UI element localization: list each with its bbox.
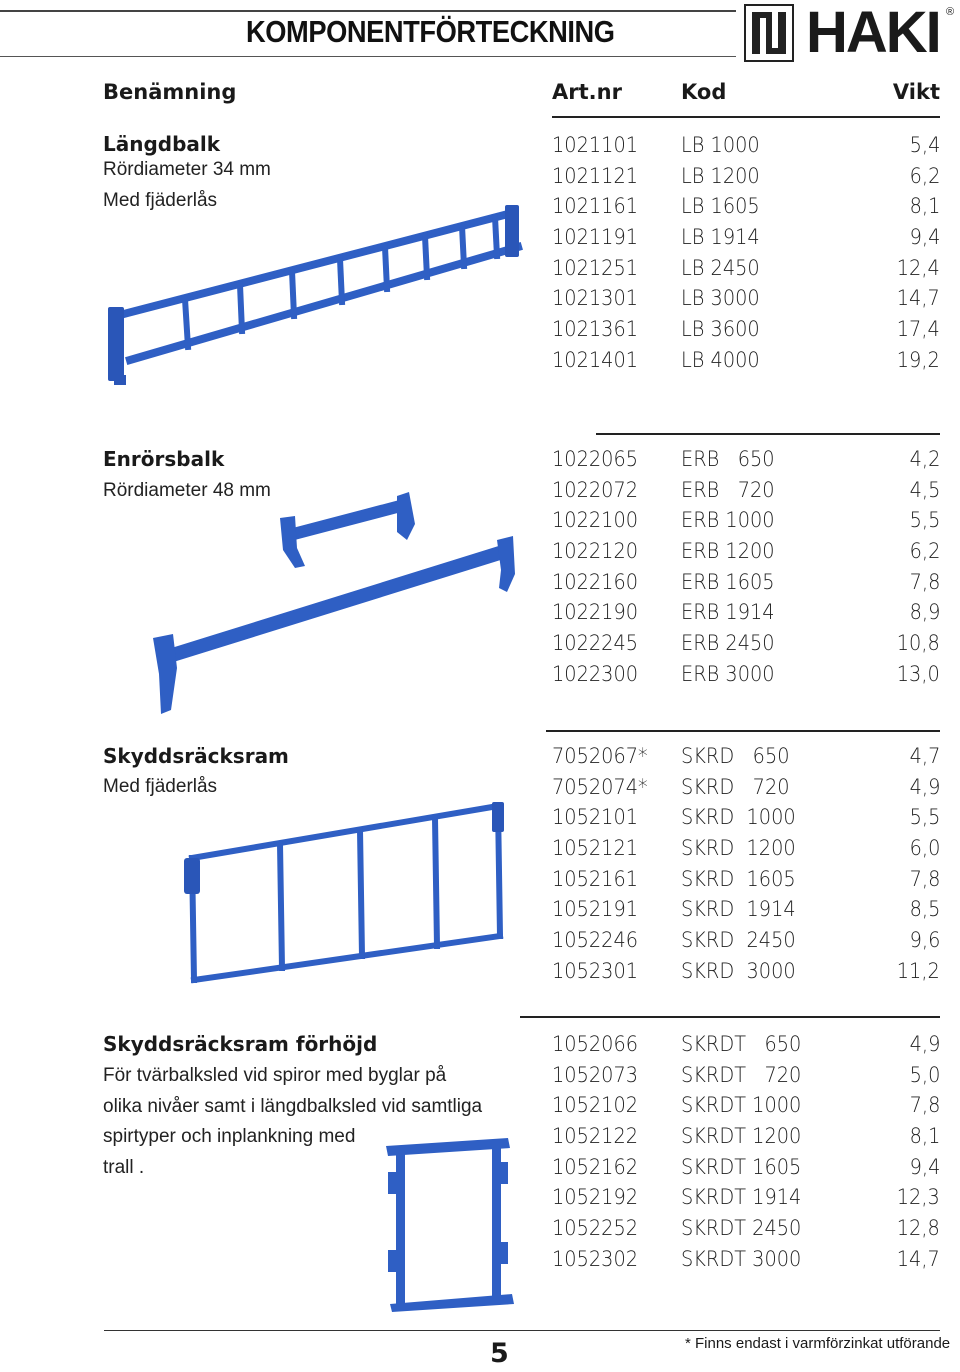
art-nr: 1021101 [552, 133, 639, 157]
art-nr: 7052074* [552, 774, 648, 799]
desc-line: För tvärbalksled vid spiror med byglar på [103, 1065, 447, 1086]
header-top-rule [0, 10, 736, 12]
kod: ERB 2450 [681, 631, 775, 656]
art-nr: 1052246 [552, 928, 639, 953]
art-nr: 1021361 [552, 317, 639, 342]
art-nr: 1052301 [552, 958, 639, 983]
kod: ERB 1000 [681, 508, 775, 533]
kod: LB 4000 [681, 347, 760, 372]
vikt: 4,9 [909, 774, 940, 799]
vikt: 17,4 [896, 317, 940, 342]
kod: SKRD 3000 [681, 958, 796, 983]
table-row [0, 444, 960, 475]
kod: SKRDT 2450 [681, 1216, 802, 1241]
skyddsracksram-forhojd-illustration [380, 1132, 530, 1314]
vikt: 5,4 [909, 133, 940, 157]
kod: SKRDT 650 [681, 1032, 802, 1056]
art-nr: 7052067* [552, 744, 648, 768]
haki-logo-mark [744, 4, 794, 62]
art-nr: 1022100 [552, 508, 639, 533]
vikt: 9,6 [909, 928, 940, 953]
kod: ERB 1605 [681, 569, 775, 594]
vikt: 7,8 [909, 866, 940, 891]
art-nr: 1052066 [552, 1032, 639, 1056]
vikt: 4,5 [909, 477, 940, 502]
kod: ERB 1200 [681, 539, 775, 564]
art-nr: 1052191 [552, 897, 639, 922]
art-nr: 1022190 [552, 600, 639, 625]
art-nr: 1052192 [552, 1185, 639, 1210]
art-nr: 1022072 [552, 477, 639, 502]
kod: ERB 720 [681, 477, 775, 502]
art-nr: 1052102 [552, 1093, 639, 1118]
kod: SKRD 1914 [681, 897, 796, 922]
art-nr: 1052302 [552, 1246, 639, 1271]
desc-line: olika nivåer samt i längdbalksled vid samtliga [103, 1095, 483, 1117]
kod: SKRDT 720 [681, 1062, 802, 1087]
footer-rule [104, 1330, 940, 1331]
kod: SKRDT 1605 [681, 1154, 802, 1179]
vikt: 9,4 [909, 225, 940, 250]
desc-line: spirtyper och inplankning med [103, 1126, 356, 1148]
table-row [0, 130, 960, 161]
art-nr: 1022065 [552, 447, 639, 471]
art-nr: 1021121 [552, 163, 639, 188]
art-nr: 1021161 [552, 194, 639, 219]
kod: LB 3600 [681, 317, 760, 342]
art-nr: 1022120 [552, 539, 639, 564]
kod: ERB 1914 [681, 600, 775, 625]
vikt: 5,5 [909, 508, 940, 533]
art-nr: 1052252 [552, 1216, 639, 1241]
vikt: 6,2 [909, 539, 940, 564]
art-nr: 1052121 [552, 836, 639, 861]
vikt: 12,4 [896, 255, 940, 280]
langdbalk-illustration [100, 195, 530, 395]
footnote: * Finns endast i varmförzinkat utförande [685, 1335, 951, 1352]
desc-line: Rördiameter 34 mm [103, 159, 271, 180]
kod: SKRDT 1200 [681, 1124, 802, 1149]
kod: ERB 650 [681, 447, 775, 471]
column-header-vikt: Vikt [892, 80, 940, 104]
kod: SKRD 1605 [681, 866, 796, 891]
column-header-kod: Kod [681, 80, 727, 104]
skyddsracksram-illustration [180, 798, 510, 998]
section-title-langdbalk: Längdbalk [103, 132, 221, 156]
page-title: KOMPONENTFÖRTECKNING [246, 14, 615, 49]
vikt: 7,8 [909, 1093, 940, 1118]
desc-line: Med fjäderlås [103, 189, 218, 211]
art-nr: 1022245 [552, 631, 639, 656]
vikt: 4,9 [909, 1032, 940, 1056]
vikt: 19,2 [896, 347, 940, 372]
section-title-skyddsracksram-forhojd: Skyddsräcksram förhöjd [103, 1032, 378, 1056]
kod: SKRD 650 [681, 744, 790, 768]
kod: LB 1914 [681, 225, 760, 250]
vikt: 4,2 [909, 447, 940, 471]
kod: SKRD 1200 [681, 836, 796, 861]
kod: SKRD 1000 [681, 805, 796, 830]
vikt: 8,9 [909, 600, 940, 625]
vikt: 14,7 [896, 286, 940, 311]
kod: LB 3000 [681, 286, 760, 311]
vikt: 13,0 [896, 661, 940, 686]
desc-line: Med fjäderlås [103, 776, 218, 797]
art-nr: 1052101 [552, 805, 639, 830]
art-nr: 1022300 [552, 661, 639, 686]
vikt: 10,8 [896, 631, 940, 656]
logo-mark-icon [746, 6, 792, 60]
section-rule [596, 433, 940, 435]
kod: ERB 3000 [681, 661, 775, 686]
vikt: 8,1 [909, 1124, 940, 1149]
section-title-enrorsbalk: Enrörsbalk [103, 447, 225, 471]
art-nr: 1052122 [552, 1124, 639, 1149]
vikt: 6,2 [909, 163, 940, 188]
art-nr: 1052161 [552, 866, 639, 891]
column-header-name: Benämning [103, 80, 237, 104]
vikt: 8,5 [909, 897, 940, 922]
column-header-art: Art.nr [552, 80, 622, 104]
section-rule [520, 1016, 940, 1018]
table-row [0, 1090, 960, 1121]
art-nr: 1052162 [552, 1154, 639, 1179]
desc-line: Rördiameter 48 mm [103, 480, 271, 501]
vikt: 6,0 [909, 836, 940, 861]
table-row [0, 1060, 960, 1091]
kod: SKRD 2450 [681, 928, 796, 953]
vikt: 11,2 [896, 958, 940, 983]
art-nr: 1021251 [552, 255, 639, 280]
enrorsbalk-illustration [145, 488, 525, 720]
logo-wordmark: HAKI [806, 0, 940, 65]
kod: LB 1605 [681, 194, 760, 219]
page-number: 5 [490, 1338, 509, 1369]
kod: LB 1200 [681, 163, 760, 188]
vikt: 12,3 [896, 1185, 940, 1210]
kod: LB 1000 [681, 133, 760, 157]
kod: SKRDT 1914 [681, 1185, 802, 1210]
table-row [0, 741, 960, 772]
kod: SKRDT 1000 [681, 1093, 802, 1118]
table-row [0, 1029, 960, 1060]
art-nr: 1021301 [552, 286, 639, 311]
header-bottom-rule [0, 56, 736, 57]
section-rule [546, 730, 940, 732]
section-title-skyddsracksram: Skyddsräcksram [103, 744, 289, 768]
art-nr: 1052073 [552, 1062, 639, 1087]
section-rule [552, 116, 940, 118]
vikt: 5,0 [909, 1062, 940, 1087]
art-nr: 1022160 [552, 569, 639, 594]
vikt: 5,5 [909, 805, 940, 830]
kod: SKRDT 3000 [681, 1246, 802, 1271]
vikt: 9,4 [909, 1154, 940, 1179]
desc-line: trall . [103, 1157, 145, 1179]
vikt: 4,7 [909, 744, 940, 768]
vikt: 8,1 [909, 194, 940, 219]
art-nr: 1021191 [552, 225, 639, 250]
vikt: 14,7 [896, 1246, 940, 1271]
vikt: 12,8 [896, 1216, 940, 1241]
kod: SKRD 720 [681, 774, 790, 799]
table-row [0, 161, 960, 192]
art-nr: 1021401 [552, 347, 639, 372]
registered-mark: ® [946, 6, 955, 18]
vikt: 7,8 [909, 569, 940, 594]
kod: LB 2450 [681, 255, 760, 280]
